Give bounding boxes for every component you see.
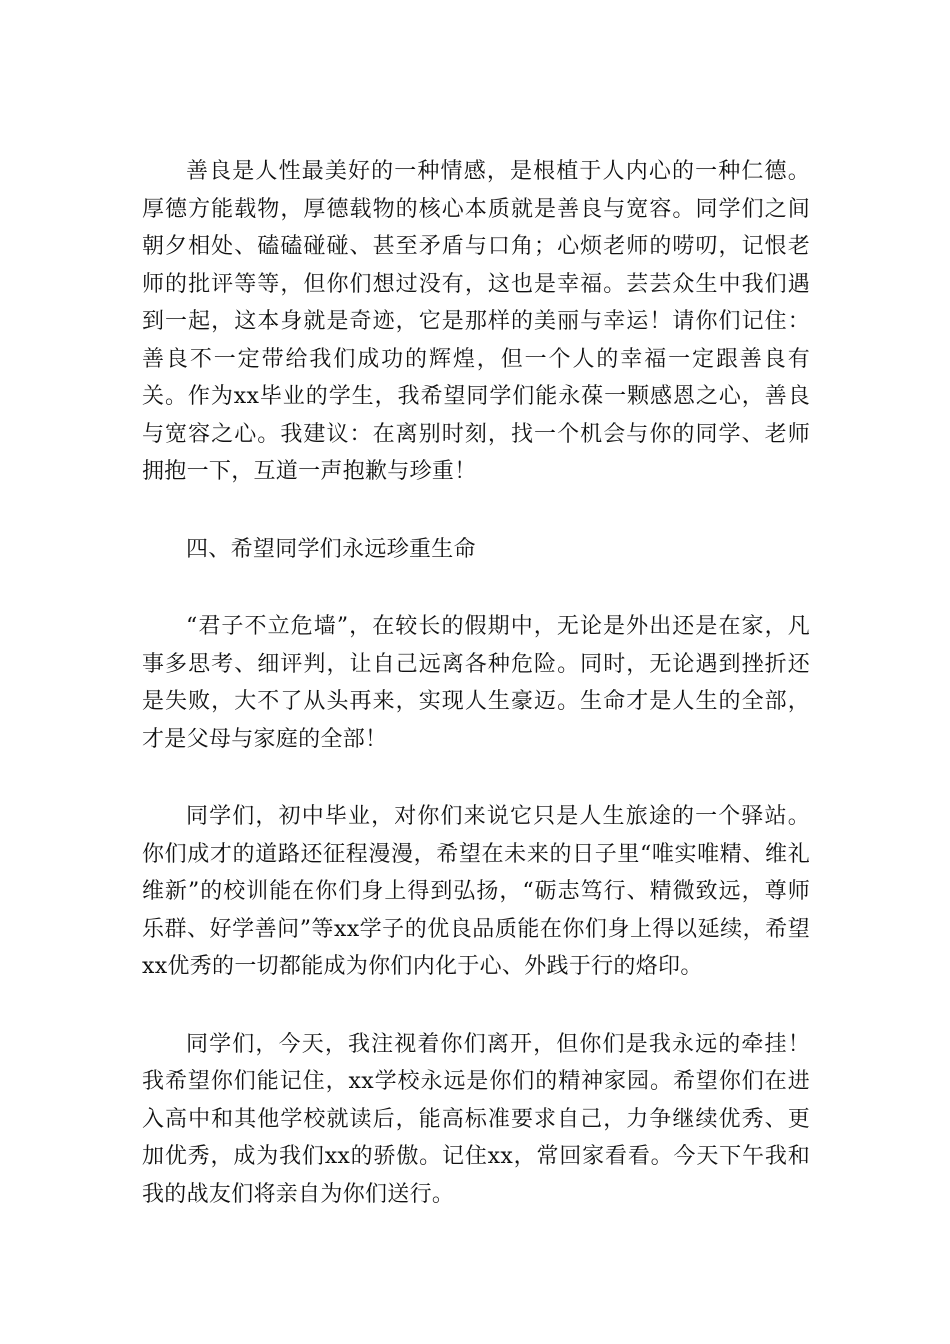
document-body <box>142 153 810 1213</box>
paragraph-safety: “君子不立危墙”，在较长的假期中，无论是外出还是在家，凡事多思考、细评判，让自己远离各种危险。同时，无论遇到挫折还是失败，大不了从头再来，实现人生豪迈。生命才是人生的全部，才是父母与家庭的全部！ <box>142 614 810 752</box>
paragraph-graduation: 同学们，初中毕业，对你们来说它只是人生旅途的一个驿站。你们成才的道路还征程漫漫，希望在未来的日子里“唯实唯精、维礼维新”的校训能在你们身上得到弘扬，“砺志笃行、精微致远，尊师乐群、好学善问”等xx学子的优良品质能在你们身上得以延续，希望xx优秀的一切都能成为你们内化于心、外践于行的烙印。 <box>142 804 810 979</box>
section-heading-cherish-life: 四、希望同学们永远珍重生命 <box>186 536 476 562</box>
paragraph-farewell: 同学们，今天，我注视着你们离开，但你们是我永远的牵挂！我希望你们能记住，xx学校永远是你们的精神家园。希望你们在进入高中和其他学校就读后，能高标准要求自己，力争继续优秀、更加优秀，成为我们xx的骄傲。记住xx，常回家看看。今天下午我和我的战友们将亲自为你们送行。 <box>142 1031 810 1207</box>
paragraph-kindness: 善良是人性最美好的一种情感，是根植于人内心的一种仁德。厚德方能载物，厚德载物的核心本质就是善良与宽容。同学们之间朝夕相处、磕磕碰碰、甚至矛盾与口角；心烦老师的唠叨，记恨老师的批评等等，但你们想过没有，这也是幸福。芸芸众生中我们遇到一起，这本身就是奇迹，它是那样的美丽与幸运！请你们记住：善良不一定带给我们成功的辉煌，但一个人的幸福一定跟善良有关。作为xx毕业的学生，我希望同学们能永葆一颗感恩之心，善良与宽容之心。我建议：在离别时刻，找一个机会与你的同学、老师拥抱一下，互道一声抱歉与珍重！ <box>142 159 810 484</box>
